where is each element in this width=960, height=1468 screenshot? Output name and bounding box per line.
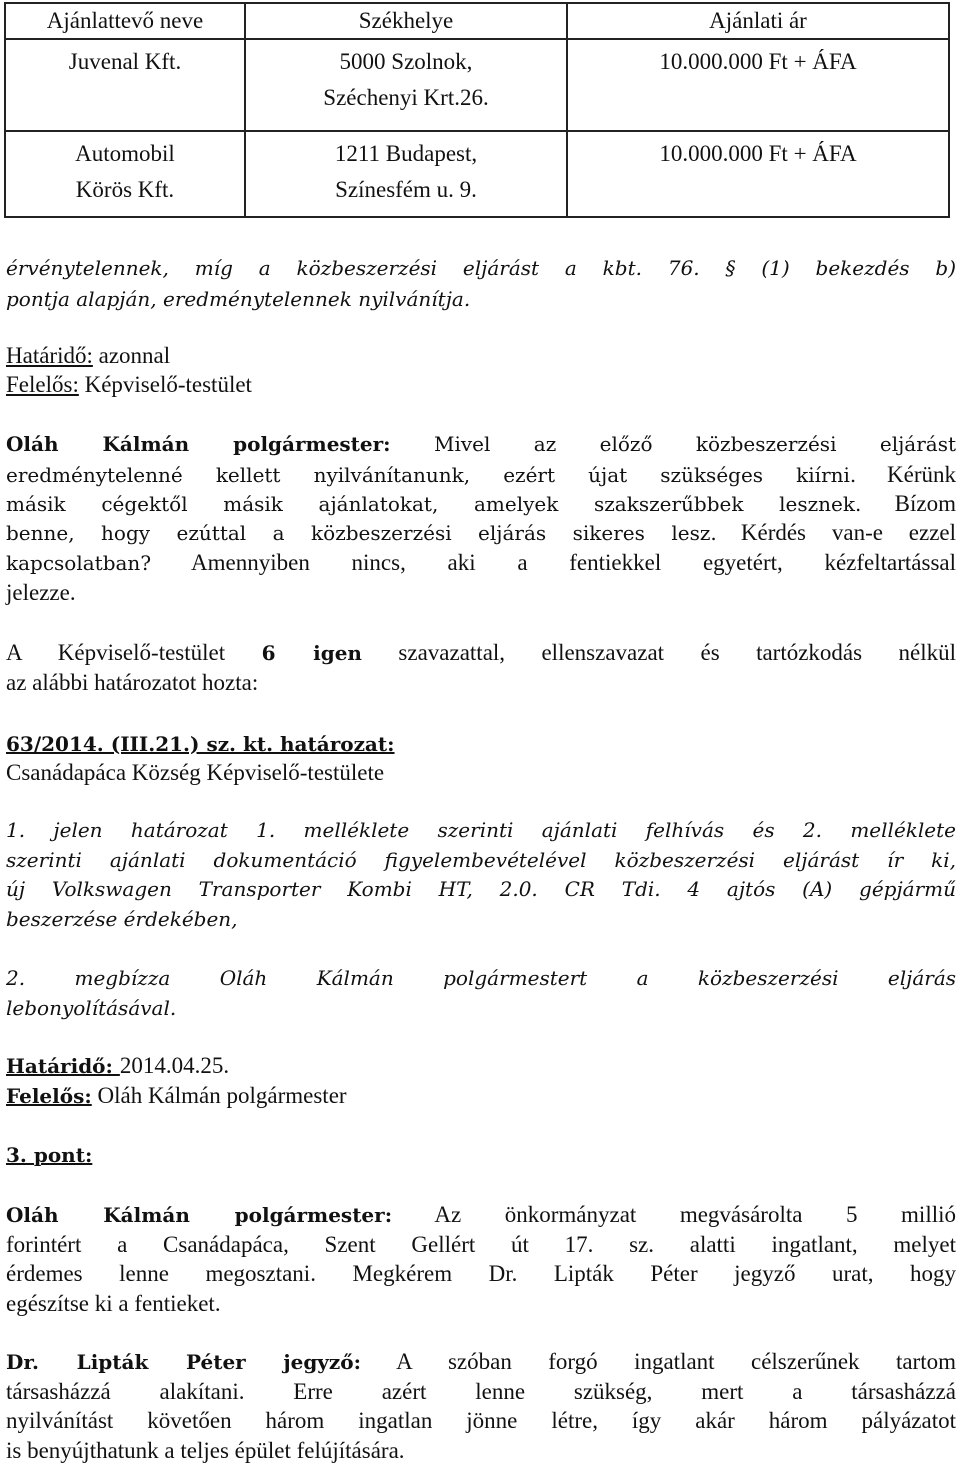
table-cell-price	[567, 131, 949, 217]
table-header-cell	[245, 3, 567, 39]
deadline-label: Határidő:	[6, 1054, 120, 1078]
speech-line	[6, 462, 956, 488]
cell-line: 10.000.000 Ft + ÁFA	[659, 49, 857, 74]
table-cell-name	[5, 131, 245, 217]
resolution-line: 1. jelen határozat 1. melléklete szerinti ajánlati felhívás és 2. melléklete	[6, 818, 956, 842]
cell-line: Automobil	[75, 141, 175, 166]
table-cell-address	[245, 131, 567, 217]
speech-line: forintért a Csanádapáca, Szent Gellért út 17. sz. alatti ingatlant, melyet	[6, 1232, 956, 1257]
deadline-value: 2014.04.25.	[119, 1053, 230, 1078]
deadline-label: Határidő:	[6, 343, 93, 368]
speaker-name: Dr. Lipták Péter jegyző:	[6, 1350, 362, 1374]
table-row	[5, 39, 949, 131]
speech-line: egészítse ki a fentieket.	[6, 1291, 221, 1316]
resolution-line: lebonyolításával.	[6, 996, 177, 1020]
header-address: Székhelye	[358, 8, 454, 33]
intro-line: érvénytelennek, míg a közbeszerzési eljárást a kbt. 76. § (1) bekezdés b)	[6, 256, 956, 280]
vote-count: 6 igen	[261, 641, 362, 665]
speech-line	[6, 491, 956, 517]
vote-text: A Képviselő-testület	[6, 640, 262, 665]
speech-line	[6, 1202, 956, 1228]
cell-line: Körös Kft.	[75, 177, 175, 202]
cell-line: Színesfém u. 9.	[335, 177, 477, 202]
responsible-line	[6, 1083, 956, 1109]
resolution-line: új Volkswagen Transporter Kombi HT, 2.0. CR Tdi. 4 ajtós (A) gépjármű	[6, 877, 956, 901]
vote-line: az alábbi határozatot hozta:	[6, 670, 259, 695]
resolution-line: beszerzése érdekében,	[6, 907, 238, 931]
speech-text: Amennyiben nincs, aki a fentiekkel egyetért, kézfeltartással	[191, 550, 957, 575]
speech-text: másik cégektől másik ajánlatokat, amelyek szakszerűbbek lesznek.	[6, 492, 862, 516]
cell-line: 10.000.000 Ft + ÁFA	[659, 141, 857, 166]
responsible-line	[6, 372, 956, 398]
speech-text: eredménytelenné kellett nyilvánítanunk, ezért újat szükséges kiírni.	[6, 463, 857, 487]
cell-line: 1211 Budapest,	[334, 141, 478, 166]
speech-line	[6, 432, 956, 456]
offers-table	[4, 2, 950, 218]
speech-line	[6, 1349, 956, 1375]
speech-text: Kérdés van-e ezzel	[740, 520, 957, 545]
responsible-value: Képviselő-testület	[78, 372, 252, 397]
speech-line: is benyújthatunk a teljes épület felújítására.	[6, 1438, 405, 1463]
table-cell-name	[5, 39, 245, 131]
speaker-name: Oláh Kálmán polgármester:	[6, 432, 391, 456]
cell-line: Juvenal Kft.	[68, 49, 182, 74]
speech-line: jelezze.	[6, 580, 76, 605]
deadline-line	[6, 343, 956, 369]
header-price: Ajánlati ár	[709, 8, 807, 33]
vote-text: szavazattal, ellenszavazat és tartózkodás nélkül	[361, 640, 957, 665]
speech-text: Mivel az előző közbeszerzési eljárást	[390, 432, 957, 456]
resolution-line: szerinti ajánlati dokumentáció figyelembevételével közbeszerzési eljárást ír ki,	[6, 848, 956, 872]
table-header-cell	[567, 3, 949, 39]
intro-line: pontja alapján, eredménytelennek nyilvánítja.	[6, 287, 471, 311]
table-cell-price	[567, 39, 949, 131]
resolution-body: Csanádapáca Község Képviselő-testülete	[6, 760, 385, 785]
vote-line	[6, 640, 956, 666]
speech-line: érdemes lenne megosztani. Megkérem Dr. Lipták Péter jegyző urat, hogy	[6, 1261, 956, 1286]
deadline-value: azonnal	[92, 343, 171, 368]
table-header-cell	[5, 3, 245, 39]
speech-text: Kérünk	[887, 462, 957, 487]
resolution-line: 2. megbízza Oláh Kálmán polgármestert a közbeszerzési eljárás	[6, 966, 956, 990]
header-name: Ajánlattevő neve	[46, 8, 204, 33]
speech-line	[6, 550, 956, 576]
cell-line: Széchenyi Krt.26.	[323, 85, 489, 110]
speech-line: nyilvánítást követően három ingatlan jönne létre, így akár három pályázatot	[6, 1408, 956, 1433]
table-cell-address	[245, 39, 567, 131]
speech-text: Bízom	[894, 491, 956, 516]
point-heading: 3. pont:	[6, 1143, 93, 1167]
responsible-value: Oláh Kálmán polgármester	[91, 1083, 347, 1108]
speech-text: benne, hogy ezúttal a közbeszerzési eljárás sikeres lesz.	[6, 521, 717, 545]
speech-line	[6, 520, 956, 546]
speech-text: kapcsolatban?	[6, 551, 152, 575]
speech-text: Az önkormányzat megvásárolta 5 millió	[392, 1202, 956, 1227]
responsible-label: Felelős:	[6, 372, 79, 397]
deadline-line	[6, 1053, 956, 1079]
responsible-label: Felelős:	[6, 1084, 92, 1108]
cell-line: 5000 Szolnok,	[339, 49, 473, 74]
table-header-row	[5, 3, 949, 39]
speaker-name: Oláh Kálmán polgármester:	[6, 1203, 393, 1227]
resolution-number: 63/2014. (III.21.) sz. kt. határozat:	[6, 732, 395, 756]
speech-text: A szóban forgó ingatlant célszerűnek tartom	[361, 1349, 956, 1374]
speech-line: társasházzá alakítani. Erre azért lenne szükség, mert a társasházzá	[6, 1379, 956, 1404]
table-row	[5, 131, 949, 217]
